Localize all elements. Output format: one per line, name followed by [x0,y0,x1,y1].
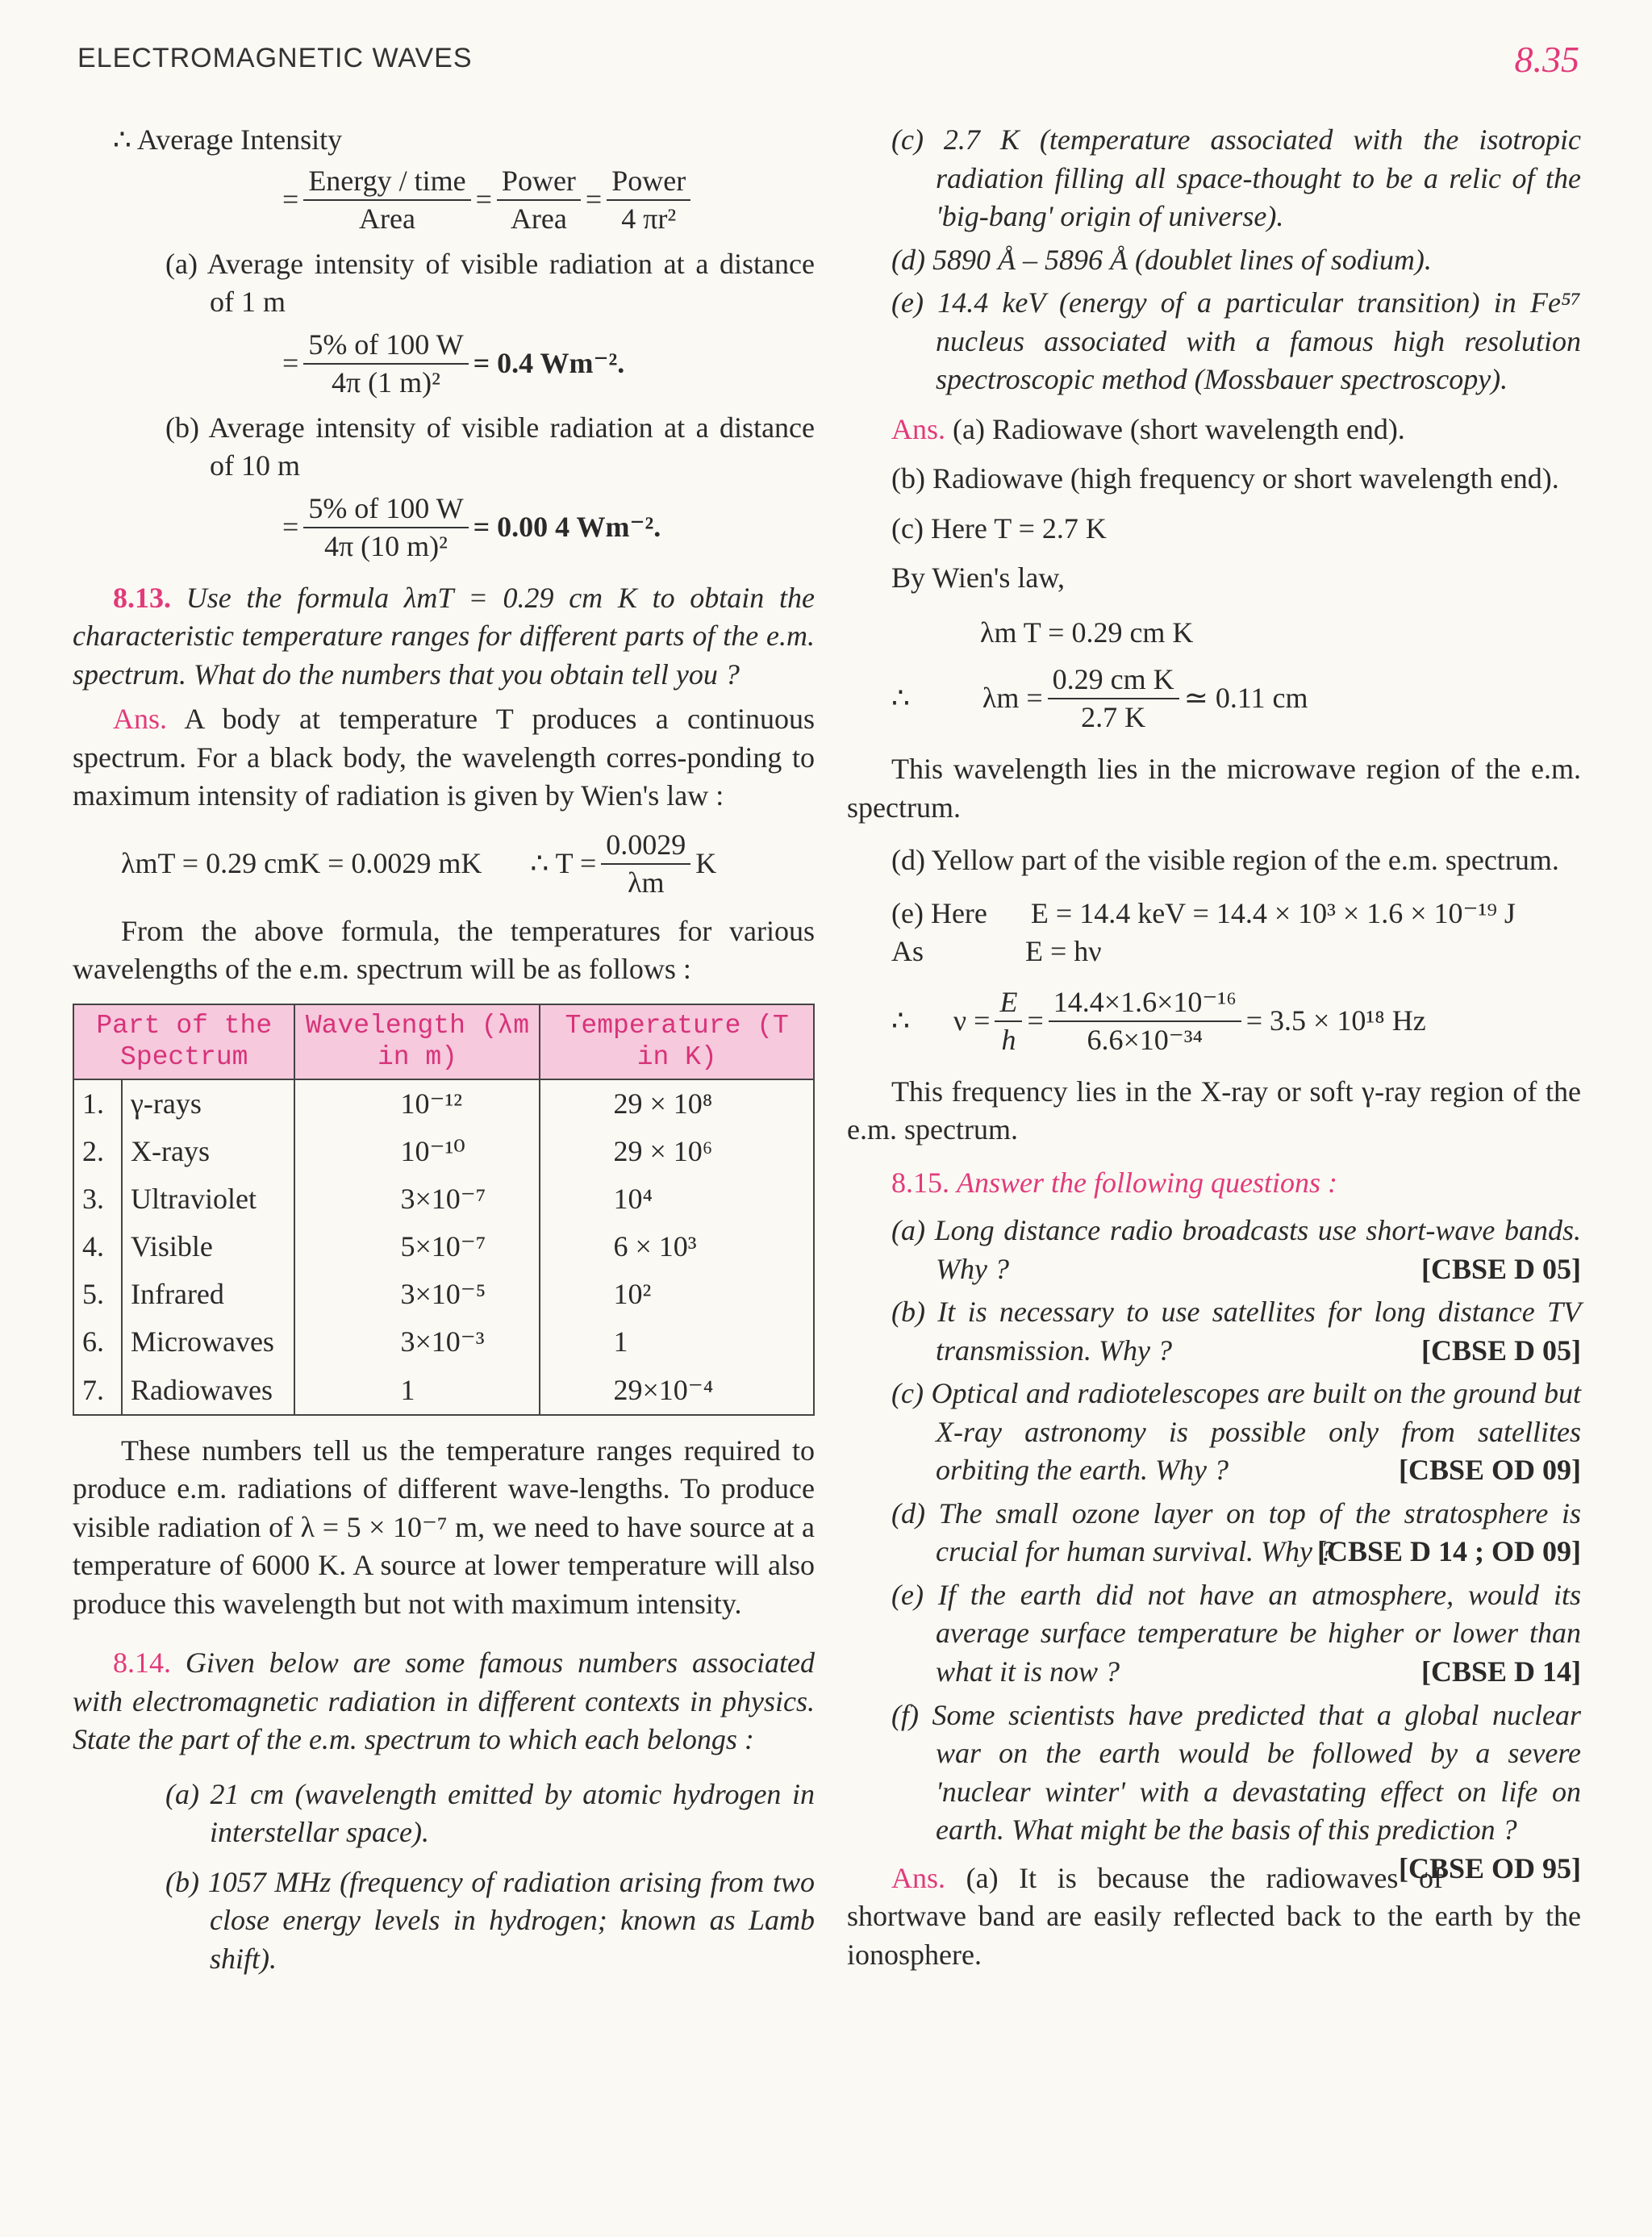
col-part: Part of the Spectrum [73,1004,294,1079]
wien-equation [73,827,815,901]
running-head: ELECTROMAGNETIC WAVES [77,43,473,73]
table-body [73,1079,814,1415]
row-number: 4. [73,1223,122,1271]
eq1-den3: 4 πr² [621,202,677,235]
row-number: 5. [73,1271,122,1318]
answer-8-14-e-line1: (e) Here E = 14.4 keV = 14.4 × 10³ × 1.6 × 10⁻¹⁹ J [891,896,1516,929]
by-wien-law: By Wien's law, [891,561,1066,595]
wien-num: 0.0029 [601,827,690,865]
question-8-14 [73,1644,815,1759]
wien-line: λm T = 0.29 cm K [980,616,1194,649]
answer-8-14-b: (b) Radiowave (high frequency or short wavelength end). [891,462,1559,495]
q15-item-text: (d) The small ozone layer on top of the stratosphere is crucial for human survival. Why ? [891,1496,1581,1568]
answer-8-14-d: (d) Yellow part of the visible region of the e.m. spectrum. [891,844,1559,877]
q15-item-text: (f) Some scientists have predicted that a global nuclear war on the earth would be followed by a severe 'nuclear winter' with a devastating effect on life on earth. What might be the basis of this prediction ? [891,1698,1581,1847]
q14-c: (c) 2.7 K (temperature associated with the isotropic radiation filling all space-thought to be a relic of the 'big-bang' origin of universe). [891,123,1581,233]
cbse-tag: [CBSE D 14 ; OD 09] [1316,1535,1581,1568]
q14-d: (d) 5890 Å – 5896 Å (doublet lines of sodium). [891,243,1432,276]
nu-prefix: ∴ ν = [891,1004,991,1037]
left-column [73,121,815,1983]
row-part: Microwaves [122,1318,294,1366]
eq-a-num: 5% of 100 W [303,327,468,365]
wien-prefix: ∴ T = [530,846,597,879]
question-8-15 [847,1164,1581,1203]
cbse-tag: [CBSE OD 09] [1398,1454,1581,1487]
nu-num2: 14.4×1.6×10⁻¹⁶ [1049,984,1241,1022]
eq-a-den: 4π (1 m)² [331,365,440,399]
row-temperature: 29 × 10⁶ [540,1128,814,1175]
equation-a: = $\frac{5\% of 100 W}{\text{4π (1 m)²}}$ = 0.4 Wm⁻². [73,327,815,401]
row-number: 7. [73,1367,122,1415]
question-8-13 [73,579,815,695]
answer-8-14-c: (c) Here T = 2.7 K [891,511,1107,545]
q15-item [847,1293,1581,1370]
cbse-tag: [CBSE D 05] [1420,1333,1581,1367]
row-number: 3. [73,1175,122,1223]
q15-item [847,1576,1581,1692]
lam-den: 2.7 K [1081,701,1146,734]
q15-item-text: (a) Long distance radio broadcasts use short-wave bands. Why ? [891,1214,1581,1285]
part-a-text: (a) Average intensity of visible radiation at a distance of 1 m [165,247,815,319]
q15-item-text: (c) Optical and radiotelescopes are built on the ground but X-ray astronomy is possible only from satellites orbiting the earth. Why ? [891,1377,1581,1487]
q15-item [847,1495,1581,1571]
eq-b-num: 5% of 100 W [303,490,468,528]
q14-b: (b) 1057 MHz (frequency of radiation arising from two close energy levels in hydrogen; known as Lamb shift). [165,1865,815,1975]
q14-text: Given below are some famous numbers associated with electromagnetic radiation in different contexts in physics. State the part of the e.m. spectrum to which each belongs : [73,1646,816,1756]
row-temperature: 29 × 10⁸ [540,1079,814,1128]
row-temperature: 10⁴ [540,1175,814,1223]
ans14-label: Ans. [891,412,946,445]
row-wavelength: 10⁻¹⁰ [294,1128,540,1175]
microwave-text: This wavelength lies in the microwave region of the e.m. spectrum. [847,753,1581,824]
q14-a: (a) 21 cm (wavelength emitted by atomic hydrogen in interstellar space). [165,1777,815,1849]
table-row [73,1367,814,1415]
row-number: 2. [73,1128,122,1175]
lam-prefix: ∴ λm = [891,682,1043,715]
row-part: X-rays [122,1128,294,1175]
ans13-label: Ans. [113,703,168,736]
lam-num: 0.29 cm K [1048,662,1179,699]
row-wavelength: 1 [294,1367,540,1415]
q15-item-text: (e) If the earth did not have an atmosphere, would its average surface temperature be higher or lower than what it is now ? [891,1578,1581,1688]
nu-den1: h [1001,1023,1016,1056]
eq1-num1: Energy / time [303,163,470,201]
avg-intensity-label: ∴ Average Intensity [113,123,343,156]
q15-list [847,1212,1581,1884]
eq-b-result: = 0.00 4 Wm⁻². [473,510,661,543]
eq1-num3: Power [607,163,690,201]
row-wavelength: 3×10⁻³ [294,1318,540,1366]
q13-text: Use the formula λmT = 0.29 cm K to obtain the characteristic temperature ranges for different parts of the e.m. spectrum. What do the numbers that you obtain tell you ? [73,581,815,691]
answer-8-13 [73,700,815,816]
lambda-equation [847,662,1581,736]
eq1-den1: Area [358,202,415,235]
table-row [73,1271,814,1318]
eq-b-den: 4π (10 m)² [323,529,448,562]
row-wavelength: 5×10⁻⁷ [294,1223,540,1271]
q13-number: 8.13. [113,581,171,614]
q15-text: Answer the following questions : [957,1166,1337,1199]
nu-num1: E [995,984,1022,1022]
answer-8-14-a [847,411,1581,449]
row-wavelength: 10⁻¹² [294,1079,540,1128]
q15-item-text: (b) It is necessary to use satellites for long distance TV transmission. Why ? [891,1296,1581,1367]
q14-e: (e) 14.4 keV (energy of a particular transition) in Fe⁵⁷ nucleus associated with a famous high resolution spectroscopic method (Mossbauer spectroscopy). [891,286,1581,396]
row-temperature: 10² [540,1271,814,1318]
from-above-text: From the above formula, the temperatures for various wavelengths of the e.m. spectrum will be as follows : [73,914,815,986]
numbers-tell-text: These numbers tell us the temperature ranges required to produce e.m. radiations of different wave-lengths. To produce visible radiation of λ = 5 × 10⁻⁷ m, we need to have source at a temperature of 6000 K. A source at lower temperature will also produce this wavelength but not with maximum intensity. [73,1434,815,1620]
row-part: Ultraviolet [122,1175,294,1223]
eq1-num2: Power [497,163,581,201]
nu-equation: ∴ ν = $\frac{E}{h}$ = $\frac{\text{14.4×1.6×10⁻¹⁶}}{\text{6.6×10⁻³⁴}}$ = 3.5 × 10¹⁸ Hz [847,984,1581,1058]
cbse-tag: [CBSE OD 95] [1398,1851,1581,1884]
row-part: Visible [122,1223,294,1271]
eq1-den2: Area [510,202,567,235]
q14-number: 8.14. [113,1646,171,1680]
ans15-text: (a) It is because the radiowaves of shortwave band are easily reflected back to the earth by the ionosphere. [847,1861,1581,1971]
row-number: 1. [73,1079,122,1128]
table-row [73,1128,814,1175]
table-row [73,1175,814,1223]
col-wavelength: Wavelength (λm in m) [294,1004,540,1079]
wien-eq: λmT = 0.29 cmK = 0.0029 mK [121,846,482,879]
lam-result: ≃ 0.11 cm [1183,682,1308,715]
nu-result: = 3.5 × 10¹⁸ Hz [1245,1004,1426,1037]
part-b-text: (b) Average intensity of visible radiation at a distance of 10 m [165,411,815,482]
q15-item [847,1375,1581,1490]
spectrum-table [73,1004,815,1416]
answer-8-14-e-line2: As E = hν [891,935,1102,968]
col-temperature: Temperature (T in K) [540,1004,814,1079]
ans15-label: Ans. [891,1861,946,1894]
cbse-tag: [CBSE D 05] [1420,1252,1581,1285]
page-number: 8.35 [1514,39,1579,80]
row-part: γ-rays [122,1079,294,1128]
q15-number: 8.15. [891,1166,949,1199]
row-part: Radiowaves [122,1367,294,1415]
ans13-text: A body at temperature T produces a continuous spectrum. For a black body, the wavelength corres-ponding to maximum intensity of radiation is given by Wien's law : [73,703,815,812]
cbse-tag: [CBSE D 14] [1420,1655,1581,1688]
eq-a-result: = 0.4 Wm⁻². [473,346,625,379]
nu-den2: 6.6×10⁻³⁴ [1087,1023,1204,1056]
table-row [73,1223,814,1271]
table-row [73,1079,814,1128]
ans14-a-text: (a) Radiowave (short wavelength end). [953,412,1405,445]
row-wavelength: 3×10⁻⁷ [294,1175,540,1223]
table-row [73,1318,814,1366]
row-number: 6. [73,1318,122,1366]
wien-unit: K [695,846,717,879]
equation-b: = $\frac{5\% of 100 W}{\text{4π (10 m)²}}$ = 0.00 4 Wm⁻². [73,490,815,565]
right-column [847,121,1581,1974]
row-wavelength: 3×10⁻⁵ [294,1271,540,1318]
row-temperature: 1 [540,1318,814,1366]
xray-text: This frequency lies in the X-ray or soft γ-ray region of the e.m. spectrum. [847,1075,1581,1146]
row-temperature: 29×10⁻⁴ [540,1367,814,1415]
q15-item [847,1212,1581,1288]
row-part: Infrared [122,1271,294,1318]
intensity-equation: = $\frac{\text{Energy / time}}{\text{Area}}$ = $\frac{\text{Power}}{\text{Area}}$ = $\frac{\text{Power}}{\text{4 πr²}}$ [73,163,815,237]
row-temperature: 6 × 10³ [540,1223,814,1271]
wien-den: λm [628,866,665,899]
